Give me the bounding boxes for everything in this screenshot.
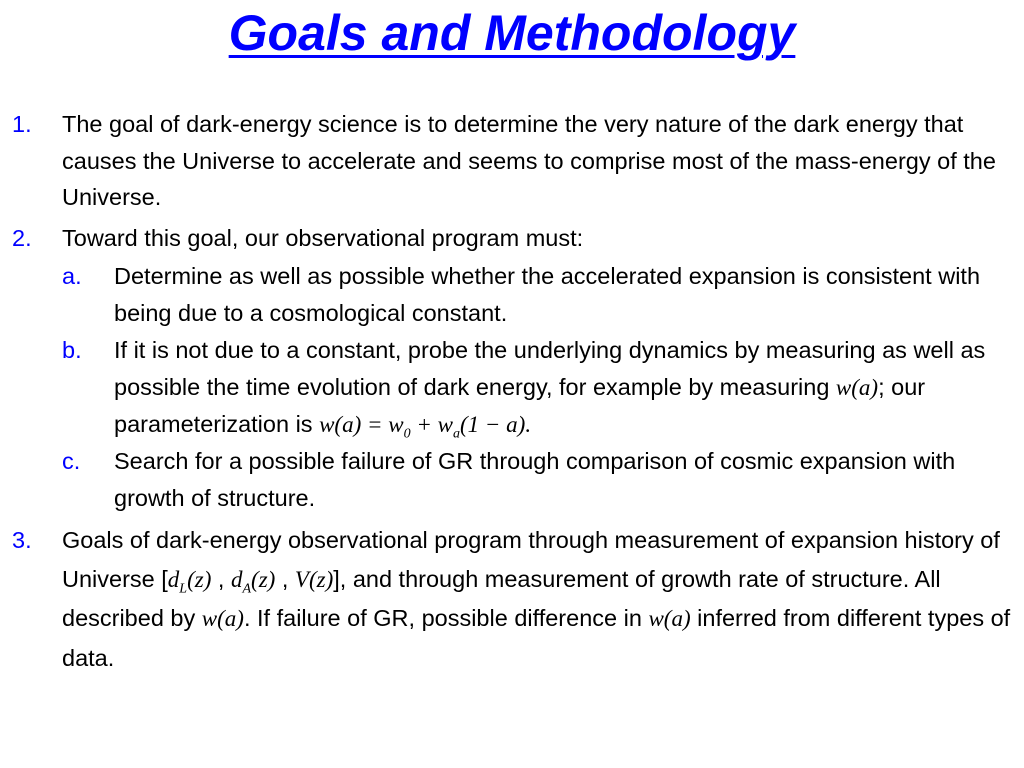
separator: ,: [275, 565, 295, 592]
sub-item-text-middle: ; our parameterization is: [114, 374, 926, 437]
list-item-2: [12, 220, 1022, 518]
separator: ,: [211, 565, 231, 592]
math-luminosity-distance: $d_L(z)$: [167, 566, 212, 597]
sub-item-a: [62, 258, 1022, 332]
math-parameterization: $w(a) = w_0 + w_a(1 - a)$.: [319, 412, 532, 442]
goals-list: [12, 106, 1022, 681]
math-w-of-a: w(a): [835, 375, 879, 400]
item-text-3: . If failure of GR, possible difference in: [243, 605, 649, 631]
sub-item-text: If it is not due to a constant, probe the underlying dynamics by measuring as well as possible the time evolution of dark energy, for example by measuring: [114, 337, 986, 400]
sub-item-c: [62, 443, 1022, 517]
math-w-of-a: w(a): [648, 606, 691, 631]
list-item-1: [12, 106, 1022, 216]
item-number: 2.: [12, 224, 32, 251]
sub-item-letter: a.: [62, 263, 82, 289]
slide-title: Goals and Methodology: [228, 5, 796, 61]
sub-item-b: [62, 332, 1022, 443]
item-text-2: ], and through measurement of growth rate of structure. All described by: [62, 565, 941, 631]
item-text: The goal of dark-energy science is to determine the very nature of the dark energy that causes the Universe to accelerate and seems to comprise most of the mass-energy of the Universe.: [62, 111, 996, 210]
item-text-1: Goals of dark-energy observational program through measurement of expansion history of Universe [: [62, 527, 1000, 592]
list-item-3: [12, 521, 1022, 677]
sub-item-letter: c.: [62, 448, 81, 474]
sub-item-text: Search for a possible failure of GR through comparison of cosmic expansion with growth of structure.: [114, 448, 956, 511]
item-text: Toward this goal, our observational program must:: [62, 224, 584, 251]
sub-list: [62, 258, 1022, 517]
math-angular-distance: $d_A(z)$: [230, 566, 276, 597]
item-text-4: inferred from different types of data.: [62, 605, 1011, 671]
sub-item-letter: b.: [62, 337, 82, 363]
item-number: 1.: [12, 111, 32, 137]
item-number: 3.: [12, 527, 32, 553]
math-volume: V(z): [294, 566, 334, 592]
sub-item-text: Determine as well as possible whether the accelerated expansion is consistent with being due to a cosmological constant.: [114, 263, 981, 326]
math-w-of-a: w(a): [201, 606, 244, 631]
